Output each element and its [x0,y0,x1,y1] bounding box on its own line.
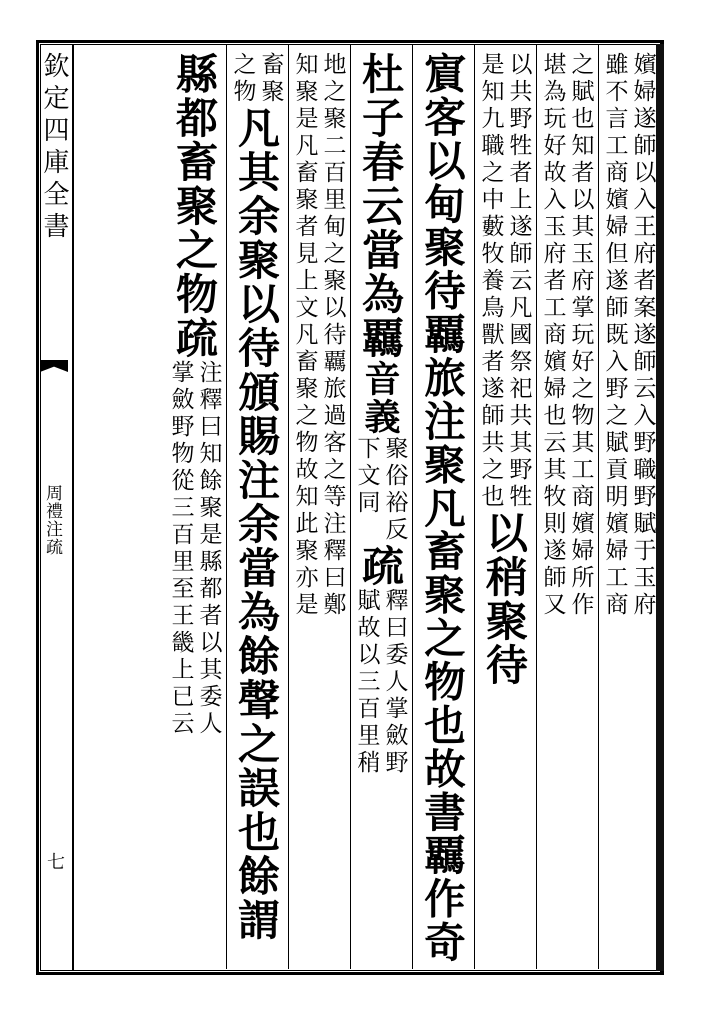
main-text: 賔客以甸聚待覊旅注聚凡畜聚之物也故書覊作奇 [418,52,467,964]
commentary-line: 以共野牲者上遂師云凡國祭祀共其野牲 [505,52,532,511]
commentary-line: 雖不言工商嬪婦但遂師既入野之賦貢明嬪婦工商 [601,52,628,619]
commentary-line: 地之聚二百里甸之聚以待覊旅過客之等注釋曰鄭 [319,52,346,619]
text-column [352,52,408,777]
main-text-block [352,544,408,588]
fish-tail-mark [40,360,68,372]
commentary-block [476,52,532,511]
column-stack [538,52,594,619]
commentary-line: 之賦也知者以其玉府掌玩好之物其工商嬪婦所作 [567,52,594,619]
commentary-line: 賦故以三百里稍 [353,588,380,777]
commentary-line: 堪為玩好故入玉府者工商嬪婦也云其牧則遂師又 [539,52,566,619]
commentary-block [600,52,656,619]
text-column [414,52,470,976]
commentary-block [166,360,222,738]
commentary-block [228,52,284,106]
commentary-line: 注釋曰知餘聚是縣都者以其委人 [195,360,222,738]
shu-marker: 疏 [356,544,405,588]
book-name: 周禮注疏 [42,484,62,556]
commentary-line: 畜聚 [257,52,284,106]
column-stack [476,52,532,687]
main-text-block [166,316,222,360]
main-text-block [352,360,408,436]
commentary-block [352,436,408,544]
page-number: 七 [44,852,65,870]
column-stack [228,52,284,942]
text-column [290,52,346,619]
text-column [538,52,594,619]
commentary-line: 是知九職之中藪牧養鳥獸者遂師共之也 [477,52,504,511]
main-text-block [476,511,532,687]
commentary-line: 釋曰委人掌斂野 [381,588,408,777]
main-text-block [166,52,222,316]
main-text: 縣都畜聚之物 [170,52,219,316]
yinyi-marker: 音義 [359,360,401,436]
commentary-block [352,588,408,777]
commentary-line: 下文同 [353,436,380,517]
text-column [600,52,656,619]
commentary-line: 聚俗裕反 [381,436,408,544]
text-column [228,52,284,942]
main-text-block [414,52,469,964]
commentary-line: 知聚是凡畜聚者見上文凡畜聚之物故知此聚亦是 [291,52,318,619]
commentary-line: 之物 [229,52,256,106]
commentary-block [290,52,346,619]
margin-column [36,44,74,971]
shu-marker: 疏 [170,316,219,360]
text-column [476,52,532,687]
main-text: 以稍聚待 [480,511,529,687]
main-text-block [228,106,284,942]
column-stack [600,52,656,619]
column-stack [414,52,469,964]
main-text-block [352,52,408,360]
text-column [166,52,222,738]
main-text: 杜子春云當為覊 [356,52,405,360]
column-stack [290,52,346,619]
commentary-line: 嬪婦遂師以入王府者案遂師云入野職野賦于玉府 [629,52,656,619]
commentary-line: 掌斂野物從三百里至王畿上已云 [167,360,194,738]
main-text: 凡其余聚以待頒賜注余當為餘聲之誤也餘謂 [232,106,281,942]
commentary-block [538,52,594,619]
column-stack [352,52,408,777]
right-border-strip [656,44,664,971]
collection-title: 欽定四庫全書 [39,52,69,244]
column-stack [166,52,222,738]
